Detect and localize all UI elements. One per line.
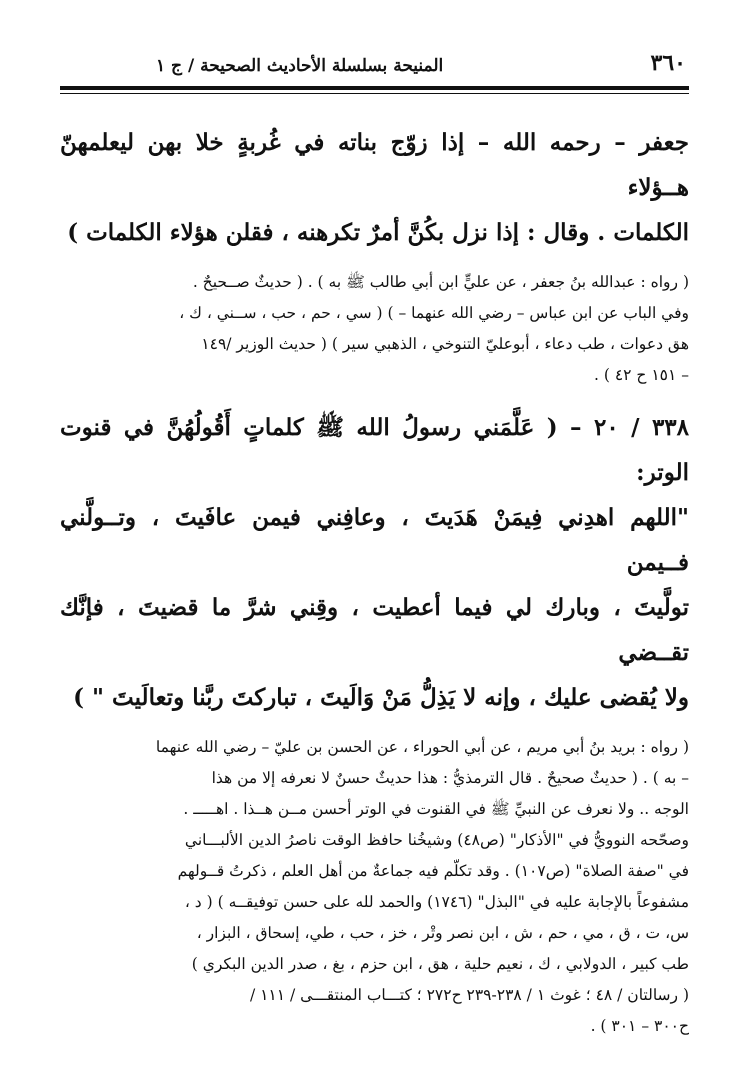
takhrij-note (60, 267, 689, 391)
header-rule (60, 86, 689, 90)
note-line: وصحّحه النوويُّ في "الأذكار" (ص٤٨) وشيخُنا حافظ الوقت ناصرُ الدين الألبـــاني (184, 831, 689, 849)
note-line: ( رسالتان / ٤٨ ؛ غوث ١ / ٢٣٨-٢٣٩ ح٢٧٢ ؛ كتـــاب المنتقـــى / ١١١ / (249, 986, 689, 1004)
page-content (60, 120, 689, 1042)
text-line: "اللهم اهدِني فِيمَنْ هَدَيتَ ، وعافِني فيمن عافَيتَ ، وتــولَّني فــيمن (60, 504, 689, 576)
takhrij-note (60, 732, 689, 1042)
note-line: في "صفة الصلاة" (ص١٠٧) . وقد تكلّم فيه جماعةٌ من أهل العلم ، ذكرتُ قــولهم (177, 862, 689, 880)
note-line: هق دعوات ، طب دعاء ، أبوعليّ التنوخي ، الذهبي سير ) ( حديث الوزير /١٤٩ (201, 335, 689, 353)
page-number: ٣٦٠ (650, 50, 686, 76)
note-line: س، ت ، ق ، مي ، حم ، ش ، ابن نصر وتْر ، خز ، حب ، طي، إسحاق ، البزار ، (196, 924, 689, 942)
note-line: طب كبير ، الدولابي ، ك ، نعيم حلية ، هق ، ابن حزم ، بغ ، صدر الدين البكري ) (191, 955, 689, 973)
note-line: الوجه .. ولا نعرف عن النبيِّ ﷺ في القنوت في الوتر أحسن مــن هــذا . اهـــــ . (183, 800, 689, 818)
page-header (60, 0, 689, 90)
note-line: ( رواه : بريد بنُ أبي مريم ، عن أبي الحوراء ، عن الحسن بن عليّ – رضي الله عنهما (155, 738, 689, 756)
hadith-338-text (60, 405, 689, 720)
note-line: مشفوعاً بالإجابة عليه في "البذل" (١٧٤٦) والحمد لله على حسن توفيقــه ) ( د ، (184, 893, 689, 911)
note-line: ح٣٠٠ – ٣٠١ ) . (590, 1017, 689, 1035)
note-line: وفي الباب عن ابن عباس – رضي الله عنهما – ) ( سي ، حم ، حب ، ســني ، ك ، (179, 304, 689, 322)
note-line: ( رواه : عبدالله بنُ جعفر ، عن عليٍّ ابن أبي طالب ﷺ به ) . ( حديثٌ صــحيحٌ . (192, 273, 689, 291)
text-line: جعفر – رحمه الله – إذا زوّج بناته في غُربةٍ خلا بهن ليعلمهنّ هــؤلاء (60, 129, 689, 201)
note-line: – به ) . ( حديثٌ صحيحٌ . قال الترمذيُّ : هذا حديثٌ حسنٌ لا نعرفه إلا من هذا (211, 769, 689, 787)
text-line: ولا يُقضى عليك ، وإنه لا يَذِلُّ مَنْ وَالَيتَ ، تباركتَ ربَّنا وتعالَيتَ " ) (73, 684, 689, 711)
running-title: المنيحة بسلسلة الأحاديث الصحيحة / ج ١ (156, 56, 444, 76)
text-line: الكلمات . وقال : إذا نزل بكُنَّ أمرٌ تكرهنه ، فقلن هؤلاء الكلمات ) (67, 219, 689, 246)
text-line: تولَّيتَ ، وبارك لي فيما أعطيت ، وقِني شرَّ ما قضيتَ ، فإنَّك تقــضي (60, 594, 689, 666)
note-line: – ١٥١ ح ٤٢ ) . (593, 366, 689, 384)
hadith-text-continued (60, 120, 689, 255)
text-line: ٣٣٨ / ٢٠ – ( عَلَّمَني رسولُ الله ﷺ كلماتٍ أَقُولُهُنَّ في قنوت الوتر: (60, 414, 689, 486)
